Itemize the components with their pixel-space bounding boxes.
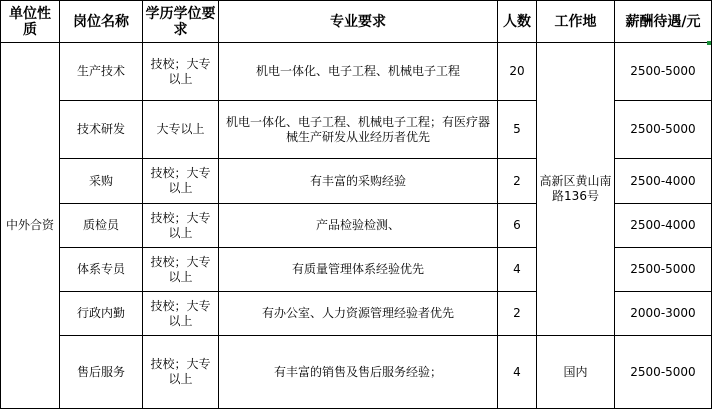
position-cell: 技术研发 [60,101,143,159]
position-cell: 售后服务 [60,336,143,409]
header-salary: 薪酬待遇/元 [615,1,712,43]
major-cell: 有办公室、人力资源管理经验者优先 [219,292,498,336]
education-cell: 技校；大专以上 [143,336,219,409]
major-cell: 有丰富的销售及售后服务经验； [219,336,498,409]
education-cell: 技校；大专以上 [143,248,219,292]
unit-type-cell: 中外合资 [1,43,60,409]
education-cell: 大专以上 [143,101,219,159]
major-cell: 有丰富的采购经验 [219,159,498,204]
major-cell: 产品检验检测、 [219,204,498,248]
count-cell: 2 [498,159,537,204]
header-location: 工作地 [537,1,615,43]
major-cell: 有质量管理体系经验优先 [219,248,498,292]
salary-cell: 2500-4000 [615,159,712,204]
cell-corner-marker [707,41,711,45]
education-cell: 技校；大专以上 [143,292,219,336]
major-cell: 机电一体化、电子工程、机械电子工程；有医疗器械生产研发从业经历者优先 [219,101,498,159]
header-major: 专业要求 [219,1,498,43]
salary-cell: 2500-4000 [615,204,712,248]
count-cell: 2 [498,292,537,336]
education-cell: 技校；大专以上 [143,204,219,248]
count-cell: 4 [498,336,537,409]
header-position: 岗位名称 [60,1,143,43]
count-cell: 4 [498,248,537,292]
education-cell: 技校；大专以上 [143,43,219,101]
salary-cell: 2500-5000 [615,43,712,101]
education-cell: 技校；大专以上 [143,159,219,204]
location-cell: 国内 [537,336,615,409]
position-cell: 行政内勤 [60,292,143,336]
header-unit-type: 单位性质 [1,1,60,43]
header-count: 人数 [498,1,537,43]
position-cell: 质检员 [60,204,143,248]
salary-cell: 2000-3000 [615,292,712,336]
header-row [1,1,712,43]
count-cell: 5 [498,101,537,159]
position-cell: 体系专员 [60,248,143,292]
salary-cell: 2500-5000 [615,336,712,409]
position-cell: 采购 [60,159,143,204]
location-cell: 高新区黄山南路136号 [537,43,615,336]
salary-cell: 2500-5000 [615,101,712,159]
table-row [1,336,712,409]
count-cell: 6 [498,204,537,248]
major-cell: 机电一体化、电子工程、机械电子工程 [219,43,498,101]
count-cell: 20 [498,43,537,101]
header-education: 学历学位要求 [143,1,219,43]
table-row [1,43,712,101]
salary-cell: 2500-5000 [615,248,712,292]
position-cell: 生产技术 [60,43,143,101]
